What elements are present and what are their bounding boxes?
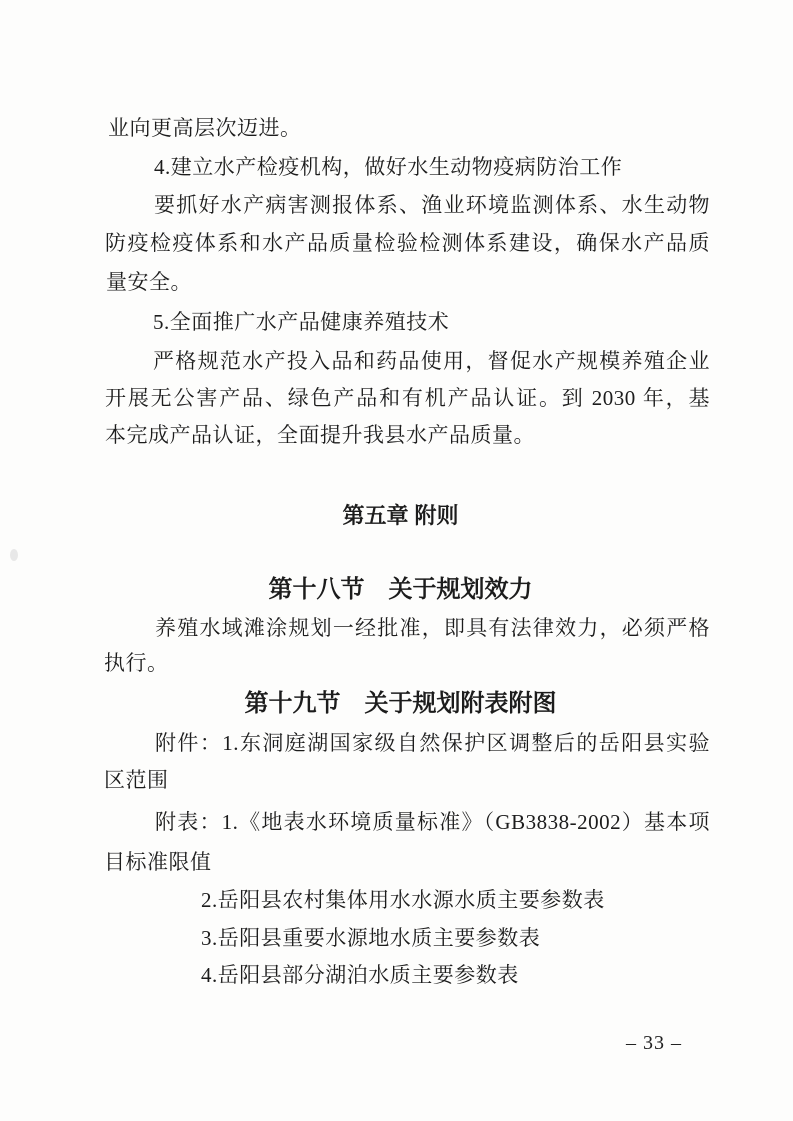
body-line: 执行。 [104, 651, 169, 675]
attachment-item: 3.岳阳县重要水源地水质主要参数表 [201, 926, 541, 950]
body-line: 开展无公害产品、绿色产品和有机产品认证。到 2030 年，基 [105, 386, 710, 410]
page-number: – 33 – [626, 1032, 682, 1054]
body-line: 防疫检疫体系和水产品质量检验检测体系建设，确保水产品质 [105, 231, 710, 255]
body-line: 要抓好水产病害测报体系、渔业环境监测体系、水生动物 [154, 193, 710, 217]
attachment-line: 附表：1.《地表水环境质量标准》（GB3838-2002）基本项 [155, 810, 710, 834]
attachment-item: 4.岳阳县部分湖泊水质主要参数表 [201, 963, 519, 987]
scan-artifact [10, 549, 18, 561]
body-line: 严格规范水产投入品和药品使用，督促水产规模养殖企业 [153, 349, 710, 373]
chapter-heading: 第五章 附则 [342, 503, 459, 528]
section-heading-19: 第十九节 关于规划附表附图 [244, 690, 557, 717]
attachment-line: 附件：1.东洞庭湖国家级自然保护区调整后的岳阳县实验 [155, 731, 710, 755]
attachment-line: 目标准限值 [104, 850, 212, 874]
body-line: 本完成产品认证，全面提升我县水产品质量。 [105, 423, 535, 447]
body-line: 业向更高层次迈进。 [108, 116, 302, 140]
attachment-line: 区范围 [104, 768, 169, 792]
body-line: 养殖水域滩涂规划一经批准，即具有法律效力，必须严格 [155, 616, 710, 640]
body-line: 5.全面推广水产品健康养殖技术 [153, 310, 450, 334]
body-line: 4.建立水产检疫机构，做好水生动物疫病防治工作 [154, 155, 623, 179]
section-heading-18: 第十八节 关于规划效力 [268, 576, 533, 603]
attachment-item: 2.岳阳县农村集体用水水源水质主要参数表 [201, 888, 605, 912]
body-line: 量安全。 [106, 270, 192, 294]
